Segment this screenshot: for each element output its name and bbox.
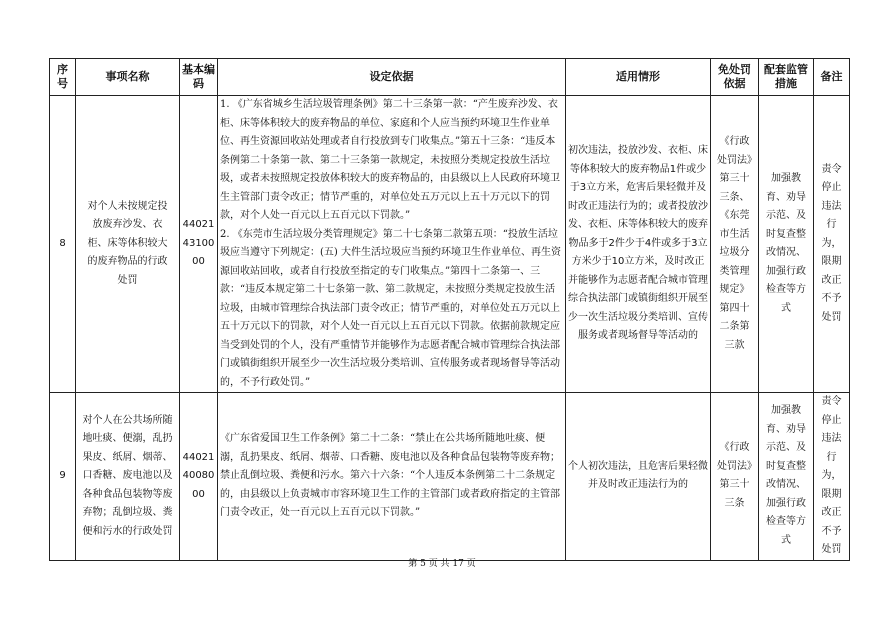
header-no: 序号 bbox=[50, 59, 76, 96]
table-row bbox=[50, 393, 850, 561]
header-situation: 适用情形 bbox=[566, 59, 711, 96]
page-footer: 第 5 页 共 17 页 bbox=[408, 559, 476, 569]
header-exempt-basis: 免处罚依据 bbox=[711, 59, 759, 96]
row-name: 对个人未按规定投放废弃沙发、衣柜、床等体积较大的废弃物品的行政处罚 bbox=[76, 96, 180, 393]
row-supervision: 加强教育、劝导示范、及时复查整改情况、加强行政检查等方式 bbox=[759, 393, 814, 561]
row-code: 440214008000 bbox=[180, 393, 218, 561]
basis-paragraph: 《广东省爱国卫生工作条例》第二十二条：“禁止在公共场所随地吐痰、便溺，乱扔果皮、纸屑、烟蒂、口香糖、废电池以及各种食品包装物等废弃物；禁止乱倒垃圾、粪便和污水。第六十六条：“个人违反本条例第二十二条规定的，由县级以上负责城市市容环境卫生工作的主管部门或者政府指定的主管部门责令改正，处一百元以上五百元以下罚款。” bbox=[220, 433, 560, 518]
row-situation: 初次违法，投放沙发、衣柜、床等体积较大的废弃物品1件或少于3立方米，危害后果轻微并及时改正违法行为的；或者投放沙发、衣柜、床等体积较大的废弃物品多于2件少于4件或多于3立方米少于10立方米，及时改正并能够作为志愿者配合城市管理综合执法部门或镇街组织开展至少一次生活垃圾分类培训、宣传服务或者现场督导等活动的 bbox=[566, 96, 711, 393]
header-remark: 备注 bbox=[814, 59, 850, 96]
row-code: 440214310000 bbox=[180, 96, 218, 393]
row-basis bbox=[218, 96, 566, 393]
row-exempt-basis: 《行政处罚法》第三十三条、《东莞市生活垃圾分类管理规定》第四十二条第三款 bbox=[711, 96, 759, 393]
row-remark: 责令停止违法行为，限期改正不予处罚 bbox=[814, 96, 850, 393]
row-no: 8 bbox=[50, 96, 76, 393]
regulation-table bbox=[49, 58, 850, 561]
header-code: 基本编码 bbox=[180, 59, 218, 96]
header-basis: 设定依据 bbox=[218, 59, 566, 96]
basis-paragraph: 1. 《广东省城乡生活垃圾管理条例》第二十三条第一款：“产生废弃沙发、衣柜、床等体积较大的废弃物品的单位、家庭和个人应当预约环境卫生作业单位、再生资源回收站处理或者自行投放到专门收集点。”第五十三条：“违反本条例第二十条第一款、第二十三条第一款规定，未按照分类规定投放生活垃圾，或者未按照规定投放体积较大的废弃物品的，由县级以上人民政府环境卫生主管部门责令改正；情节严重的，对单位处五万元以上五十万元以下的罚款，对个人处一百元以上五百元以下罚款。” bbox=[220, 99, 560, 221]
row-situation: 个人初次违法，且危害后果轻微并及时改正违法行为的 bbox=[566, 393, 711, 561]
header-name: 事项名称 bbox=[76, 59, 180, 96]
row-basis bbox=[218, 393, 566, 561]
row-no: 9 bbox=[50, 393, 76, 561]
basis-paragraph: 2. 《东莞市生活垃圾分类管理规定》第二十七条第二款第五项：“投放生活垃圾应当遵守下列规定：(五) 大件生活垃圾应当预约环境卫生作业单位、再生资源回收站回收，或者自行投放至指定的专门收集点。”第四十二条第一、三款：“违反本规定第二十七条第一款、第二款规定，未按照分类规定投放生活垃圾，由城市管理综合执法部门责令改正；情节严重的，对单位处五万元以上五十万元以下的罚款，对个人处一百元以上五百元以下罚款。依据前款规定应当受到处罚的个人，没有严重情节并能够作为志愿者配合城市管理综合执法部门或镇街组织开展至少一次生活垃圾分类培训、宣传服务或者现场督导等活动的，不予行政处罚。” bbox=[220, 228, 561, 388]
row-exempt-basis: 《行政处罚法》第三十三条 bbox=[711, 393, 759, 561]
row-name: 对个人在公共场所随地吐痰、便溺，乱扔果皮、纸屑、烟蒂、口香糖、废电池以及各种食品包装物等废弃物；乱倒垃圾、粪便和污水的行政处罚 bbox=[76, 393, 180, 561]
header-row bbox=[50, 59, 850, 96]
header-supervision: 配套监管措施 bbox=[759, 59, 814, 96]
table-row bbox=[50, 96, 850, 393]
row-remark: 责令停止违法行为，限期改正不予处罚 bbox=[814, 393, 850, 561]
row-supervision: 加强教育、劝导示范、及时复查整改情况、加强行政检查等方式 bbox=[759, 96, 814, 393]
